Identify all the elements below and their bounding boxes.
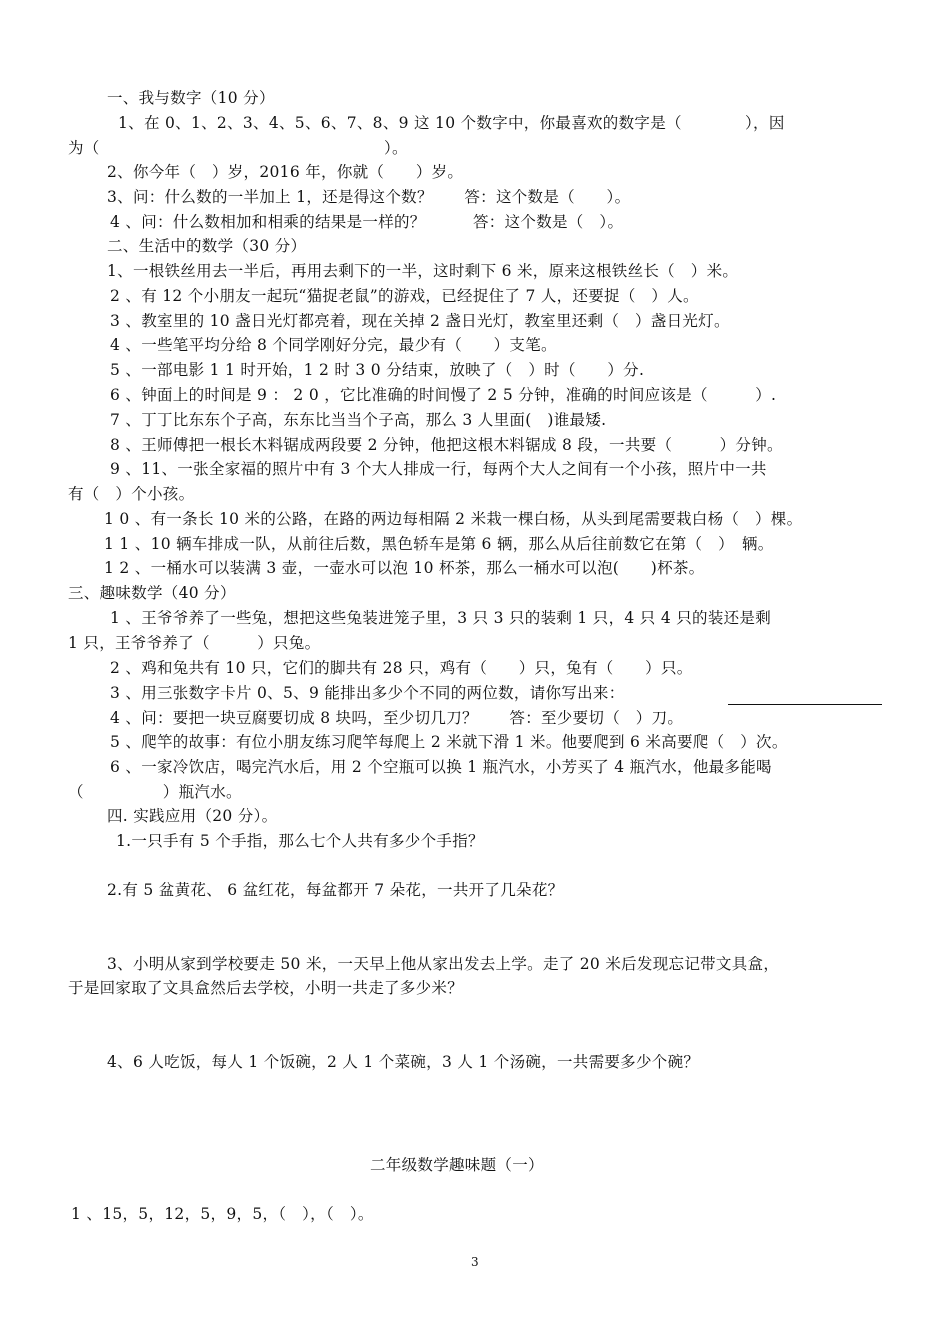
section3-heading: 三、趣味数学（40 分） xyxy=(68,584,236,602)
s3-question-1-line1: 1 、王爷爷养了一些兔，想把这些兔装进笼子里，3 只 3 只的装剩 1 只，4 只 4 只的装还是剩 xyxy=(110,609,772,627)
s3-question-6-line1: 6 、一家冷饮店，喝完汽水后，用 2 个空瓶可以换 1 瓶汽水，小芳买了 4 瓶汽水，他最多能喝 xyxy=(110,758,772,776)
s2-question-2: 2 、有 12 个小朋友一起玩“猫捉老鼠”的游戏，已经捉住了 7 人，还要捉（ ）人。 xyxy=(110,287,699,305)
s4-question-3-line2: 于是回家取了文具盒然后去学校，小明一共走了多少米？ xyxy=(68,979,464,997)
s2-question-11: 1 1 、10 辆车排成一队，从前往后数，黑色轿车是第 6 辆，那么从后往前数它在第（ ） 辆。 xyxy=(104,535,774,553)
s2-question-9-line2: 有（ ）个小孩。 xyxy=(68,485,195,503)
s2-question-7: 7 、丁丁比东东个子高，东东比当当个子高，那么 3 人里面( )谁最矮. xyxy=(110,411,607,429)
s2-question-1: 1、一根铁丝用去一半后，再用去剩下的一半，这时剩下 6 米，原来这根铁丝长（ ）米。 xyxy=(107,262,739,280)
s2-question-6: 6 、钟面上的时间是 9 ： 2 0 ，它比准确的时间慢了 2 5 分钟，准确的时间应该是（ ）. xyxy=(110,386,777,404)
section2-heading: 二、生活中的数学（30 分） xyxy=(107,237,307,255)
s2-question-10: 1 0 、有一条长 10 米的公路，在路的两边每相隔 2 米栽一棵白杨，从头到尾需要栽白杨（ ）棵。 xyxy=(104,510,803,528)
fun-title: 二年级数学趣味题（一） xyxy=(370,1156,544,1174)
s4-question-4: 4、6 人吃饭，每人 1 个饭碗，2 人 1 个菜碗，3 人 1 个汤碗，一共需要多少个碗？ xyxy=(107,1053,700,1071)
s3-question-4: 4 、问：要把一块豆腐要切成 8 块吗，至少切几刀？ 答：至少要切（ ）刀。 xyxy=(110,709,684,727)
s3-question-1-line2: 1 只，王爷爷养了（ ）只兔。 xyxy=(68,634,321,652)
s2-question-8: 8 、王师傅把一根长木料锯成两段要 2 分钟，他把这根木料锯成 8 段，一共要（ ）分钟。 xyxy=(110,436,783,454)
s3-question-5: 5 、爬竿的故事：有位小朋友练习爬竿每爬上 2 米就下滑 1 米。他要爬到 6 米高要爬（ ）次。 xyxy=(110,733,788,751)
s3-question-6-line2: （ ）瓶汽水。 xyxy=(68,783,242,801)
page-number: 3 xyxy=(471,1255,479,1269)
fun-question-1: 1 、15，5，12，5，9，5，（ ），（ ）。 xyxy=(71,1205,374,1223)
s3-question-3: 3 、用三张数字卡片 0、5、9 能排出多少个不同的两位数，请你写出来： xyxy=(110,684,625,702)
s1-question-1-line2: 为（ ）。 xyxy=(68,139,408,157)
s1-question-4: 4 、问：什么数相加和相乘的结果是一样的？ 答：这个数是（ ）。 xyxy=(110,213,624,231)
s2-question-12: 1 2 、一桶水可以装满 3 壶，一壶水可以泡 10 杯茶，那么一桶水可以泡( )杯茶。 xyxy=(104,559,705,577)
s1-question-2: 2、你今年（ ）岁，2016 年，你就（ ）岁。 xyxy=(107,163,464,181)
answer-underline xyxy=(728,704,882,705)
s2-question-3: 3 、教室里的 10 盏日光灯都亮着，现在关掉 2 盏日光灯，教室里还剩（ ）盏日光灯。 xyxy=(110,312,730,330)
s2-question-4: 4 、一些笔平均分给 8 个同学刚好分完，最少有（ ）支笔。 xyxy=(110,336,557,354)
s3-question-2: 2 、鸡和兔共有 10 只，它们的脚共有 28 只，鸡有（ ）只，兔有（ ）只。 xyxy=(110,659,693,677)
s4-question-3-line1: 3、小明从家到学校要走 50 米，一天早上他从家出发去上学。走了 20 米后发现忘记带文具盒， xyxy=(107,955,780,973)
section4-heading: 四. 实践应用（20 分）。 xyxy=(107,807,278,825)
s2-question-9-line1: 9 、11、一张全家福的照片中有 3 个大人排成一行，每两个大人之间有一个小孩，照片中一共 xyxy=(110,460,767,478)
s4-question-1: 1.一只手有 5 个手指，那么七个人共有多少个手指？ xyxy=(116,832,484,850)
section1-heading: 一、我与数字（10 分） xyxy=(107,89,275,107)
s1-question-1-line1: 1、在 0、1、2、3、4、5、6、7、8、9 这 10 个数字中，你最喜欢的数字是（ ），因 xyxy=(118,114,785,132)
s4-question-2: 2.有 5 盆黄花、 6 盆红花，每盆都开 7 朵花，一共开了几朵花？ xyxy=(107,881,564,899)
s2-question-5: 5 、一部电影 1 1 时开始，1 2 时 3 0 分结束，放映了（ ）时（ ）分. xyxy=(110,361,645,379)
s1-question-3: 3、问：什么数的一半加上 1，还是得这个数？ 答：这个数是（ ）。 xyxy=(107,188,631,206)
